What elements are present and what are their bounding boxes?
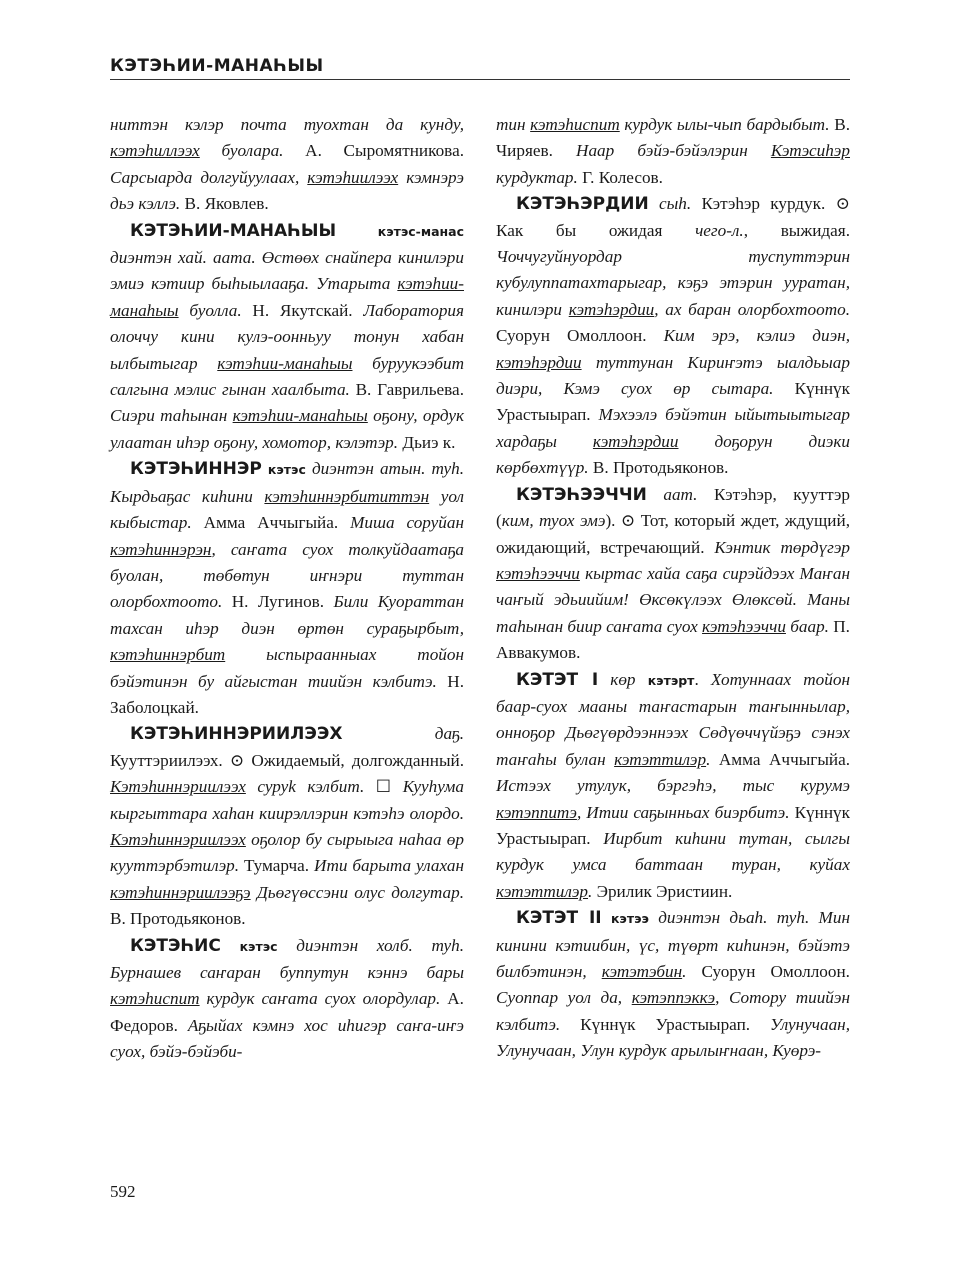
- root-reference: кэтэрт: [647, 672, 695, 688]
- example-word: Кэтэһиннэриилээх: [110, 777, 246, 797]
- italic-text: ким, туох эмэ: [501, 511, 606, 531]
- plain-text: ☐: [364, 777, 403, 797]
- italic-text: Дьөгүөссэни олус долгутар.: [250, 882, 464, 902]
- italic-text: .: [706, 749, 711, 769]
- headword: КЭТЭТ II: [516, 908, 602, 929]
- example-word: кэтэһии-манаһыы: [217, 353, 353, 373]
- example-word: кэтэһэрдии: [568, 299, 655, 319]
- italic-text: .: [588, 881, 593, 901]
- italic-text: Сарсыарда долгуйуулаах,: [110, 167, 308, 187]
- continued-text: [496, 112, 850, 191]
- italic-text: буолла.: [178, 300, 242, 320]
- root-reference: кэтээ: [610, 911, 649, 927]
- italic-text: Мэхээлэ бэйэтин ыйытыытыгар хардаҕы: [496, 405, 851, 451]
- italic-text: Иирбит киһини тутан, сылгы курдук умса баттаан туран, куйах: [496, 828, 850, 875]
- italic-text: Чоччугуйнуордар туспуттэрин кубулуппатахтарыгар, кэҕэ этэрин ууратан, кинилэри: [496, 247, 850, 319]
- italic-text: суруk кэлбит.: [245, 777, 365, 797]
- example-word: кэтэһиннэрбититтэн: [264, 486, 430, 506]
- italic-text: , Сотору тиийэн кэлбитэ.: [496, 988, 851, 1034]
- plain-text: [336, 221, 378, 240]
- headword: КЭТЭҺИИ-МАНАҺЫЫ: [130, 220, 337, 241]
- italic-text: курдук саҥата суох олордулар.: [199, 989, 441, 1009]
- dictionary-entry: [496, 905, 850, 1064]
- italic-text: диэнтэн холб. туһ. Бурнашев саҥаран буппутун кэннэ бары: [110, 935, 464, 982]
- plain-text: ). ⊙ Тот, который ждет, ждущий, ожидающий, встречающий.: [496, 511, 850, 557]
- example-word: кэтэһиилээх: [307, 167, 399, 187]
- plain-text: Тумарча.: [239, 856, 315, 876]
- plain-text: Дьиэ к.: [398, 432, 456, 452]
- plain-text: В. Протодьяконов.: [588, 458, 729, 478]
- dictionary-entry: [110, 456, 464, 721]
- example-word: кэтэһээччи: [496, 563, 580, 583]
- example-word: кэтэһиннэрбит: [110, 645, 226, 665]
- headword: КЭТЭҺЭЭЧЧИ: [516, 484, 647, 505]
- italic-text: Ким эрэ, кэлиэ диэн,: [663, 326, 850, 346]
- example-word: кэтэһии-манаһыы: [232, 406, 368, 426]
- plain-text: В. Гаврильева.: [349, 380, 464, 400]
- plain-text: Күннүк Урастыырап.: [496, 802, 850, 848]
- italic-text: Миша соруйан: [350, 513, 464, 533]
- plain-text: Г. Колесов.: [577, 167, 663, 187]
- italic-text: кэмнэрэ дьэ кэллэ.: [110, 167, 464, 214]
- example-word: кэтэһэрдии: [496, 352, 582, 372]
- headword: КЭТЭҺИС: [130, 935, 221, 956]
- italic-text: тин: [496, 115, 531, 134]
- example-word: Кэтэһиннэриилээх: [110, 829, 246, 849]
- example-word: кэтэттилэр: [496, 881, 589, 901]
- italic-text: диэнтэн атын. туһ. Кырдьаҕас киһини: [110, 459, 465, 506]
- italic-text: кыртас хайа саҕа сирэйдээх Маҥан чаҥый эдьиийим! Өксөкүлээх Өлөксөй. Маны таһынан биир саҥата суох: [496, 563, 850, 636]
- italic-text: оҕону, ордук улаатан иһэр оҕону, хомотор, кэлэтэр.: [110, 406, 464, 452]
- plain-text: Амма Аччыгыйа.: [710, 749, 850, 769]
- headword: КЭТЭҺИННЭРИИЛЭЭХ: [130, 724, 343, 745]
- example-word: кэтэһии-манаһыы: [110, 274, 464, 320]
- dictionary-entry: [110, 933, 464, 1066]
- italic-text: уол кыбыстар.: [110, 486, 464, 533]
- root-reference: кэтэс-манас: [377, 223, 464, 239]
- plain-text: Кэтэһэр, кууттэр (: [496, 484, 850, 531]
- italic-text: ниттэн кэлэр почта туохтан да кундy,: [110, 115, 464, 134]
- plain-text: Н. Якутскай.: [241, 300, 364, 320]
- plain-text: , выжидая.: [743, 220, 851, 240]
- italic-text: Кэнтик төрдүгэр: [714, 537, 850, 557]
- italic-text: Истээх утулук, бэргэһэ, тыс курумэ: [496, 776, 850, 796]
- headword: КЭТЭҺЭРДИИ: [516, 194, 649, 215]
- italic-text: .: [682, 962, 687, 981]
- italic-text: Кууһума кыргыттара хаһан киирэллэрин кэтэһэ олордо.: [110, 777, 464, 823]
- example-word: кэтэһиспит: [530, 115, 620, 134]
- italic-text: чего-л.: [695, 220, 744, 240]
- dictionary-entry: [110, 218, 464, 457]
- example-word: кэтэһиннэриилээҕэ: [110, 882, 251, 902]
- root-reference: кэтэс: [267, 462, 306, 478]
- example-word: кэтэһиллээх: [110, 141, 200, 161]
- example-word: кэтэтэбин: [601, 962, 683, 981]
- plain-text: А. Федоров.: [110, 989, 464, 1035]
- headword: КЭТЭТ I: [516, 669, 599, 690]
- plain-text: А. Сыромятникова.: [283, 141, 464, 161]
- italic-text: көр: [598, 669, 648, 689]
- plain-text: Кэтэһэр курдук. ⊙ Как бы ожидая: [496, 194, 850, 240]
- italic-text: , Итии саҕынньах биэрбитэ.: [576, 802, 790, 822]
- plain-text: Эрилик Эристиин.: [592, 881, 733, 901]
- example-word: кэтэһиспит: [110, 989, 200, 1009]
- italic-text: туттунан Кириҥэтэ ыалдьыар диэри, Кэмэ суох өр сытара.: [496, 352, 850, 399]
- italic-text: оҕолор бу сырыыга наһаа өр кууттэрбэтилэр.: [110, 829, 464, 876]
- header-rule: [110, 79, 850, 80]
- continued-text: [110, 112, 464, 218]
- italic-text: , ах баран олорбохтоото.: [654, 299, 850, 319]
- italic-text: Сиэри таһынан: [110, 406, 233, 426]
- plain-text: Амма Аччыгыйа.: [191, 513, 351, 533]
- example-word: кэтэттилэр: [614, 749, 707, 769]
- italic-text: буолара.: [199, 141, 284, 161]
- italic-text: ыспыраанныах тойон бэйэтинэн бу айгыстан тиийэн кэлбитэ.: [110, 645, 464, 691]
- plain-text: В. Яковлев.: [180, 194, 269, 214]
- plain-text: [221, 936, 240, 955]
- plain-text: Суорун Омоллоон.: [686, 962, 850, 981]
- right-column: [496, 112, 850, 1065]
- italic-text: Суоппар уол да,: [496, 988, 632, 1008]
- dictionary-entry: [496, 482, 850, 667]
- italic-text: курдук ылы-чып бардыбыт.: [619, 115, 830, 134]
- example-word: Кэтэсиһэр: [770, 141, 850, 161]
- example-word: кэтэһиннэрэн: [110, 539, 212, 559]
- italic-text: Били Куораттан тахсан иһэр диэн өртөн сураҕырбыт,: [110, 592, 464, 638]
- italic-text: доҕорун диэки көрбөхтүүр.: [496, 431, 850, 478]
- plain-text: Н. Лугинов.: [222, 592, 334, 612]
- headword: КЭТЭҺИННЭР: [130, 459, 262, 480]
- plain-text: Суорун Омоллоон.: [496, 326, 664, 346]
- plain-text: П. Аввакумов.: [496, 616, 850, 663]
- italic-text: даҕ.: [342, 724, 464, 744]
- plain-text: [602, 908, 611, 927]
- example-word: кэтэппэккэ: [631, 988, 716, 1008]
- dictionary-entry: [496, 667, 850, 906]
- plain-text: В. Протодьяконов.: [110, 909, 246, 929]
- italic-text: Аҕыйах кэмнэ хос иһигэр саҥа-иҥэ суох, бэйэ-бэйэби-: [110, 1015, 465, 1062]
- plain-text: Күннүк Урастыырап.: [560, 1014, 771, 1034]
- italic-text: сыһ.: [648, 194, 692, 214]
- left-column: [110, 112, 464, 1066]
- dictionary-entry: [496, 191, 850, 481]
- italic-text: Ити барыта улахан: [314, 856, 464, 876]
- plain-text: .: [694, 669, 711, 689]
- plain-text: Күннүк Урастыырап.: [496, 379, 850, 425]
- italic-text: аат.: [646, 484, 698, 504]
- example-word: кэтэппитэ: [496, 802, 577, 822]
- italic-text: баар.: [785, 616, 829, 636]
- italic-text: Хотуннаах тойон баар-суох мааны таҥастарын таҥыннылар, онноҕор Дьөгүөрдээннээх Сөдүөччүйэҕэ сэнэх таҥаһы булан: [496, 669, 850, 769]
- italic-text: буруукээбит салгына мэлис гынан хаалбыта.: [110, 353, 465, 400]
- page-number: 592: [110, 1182, 136, 1201]
- plain-text: В. Чиряев.: [496, 115, 850, 161]
- italic-text: Наар бэйэ-бэйэлэрин: [576, 141, 771, 161]
- italic-text: Улунучаан, Улунучаан, Улун курдук арылыҥнаан, Куөрэ-: [496, 1014, 850, 1061]
- example-word: кэтэһээччи: [702, 616, 786, 636]
- plain-text: Кууттэриилээх. ⊙ Ожидаемый, долгожданный.: [110, 750, 464, 770]
- italic-text: диэнтэн хай. аата. Өстөөх снайпера кинилэри эмиэ кэтиир быһыылааҕа. Утарыта: [110, 248, 464, 294]
- plain-text: Н. Заболоцкай.: [110, 671, 464, 717]
- dictionary-entry: [110, 721, 464, 932]
- root-reference: кэтэс: [239, 938, 278, 954]
- italic-text: диэнтэн дьаһ. туһ. Мин кинини кэтиибин, үс, түөрт киһинэн, бэйэтэ билбэтинэн,: [496, 908, 850, 981]
- example-word: кэтэһэрдии: [592, 431, 679, 451]
- italic-text: , саҥата суох толкуйдаатаҕа буолан, төбөтун иҥнэри туттан олорбохтоото.: [110, 539, 464, 612]
- running-header: КЭТЭҺИИ-МАНАҺЫЫ: [110, 56, 324, 76]
- italic-text: курдуктар.: [496, 167, 578, 187]
- italic-text: Лаборатория олоччу кини кулэ-оонньуу тонун хабан ылбытыгар: [110, 300, 464, 373]
